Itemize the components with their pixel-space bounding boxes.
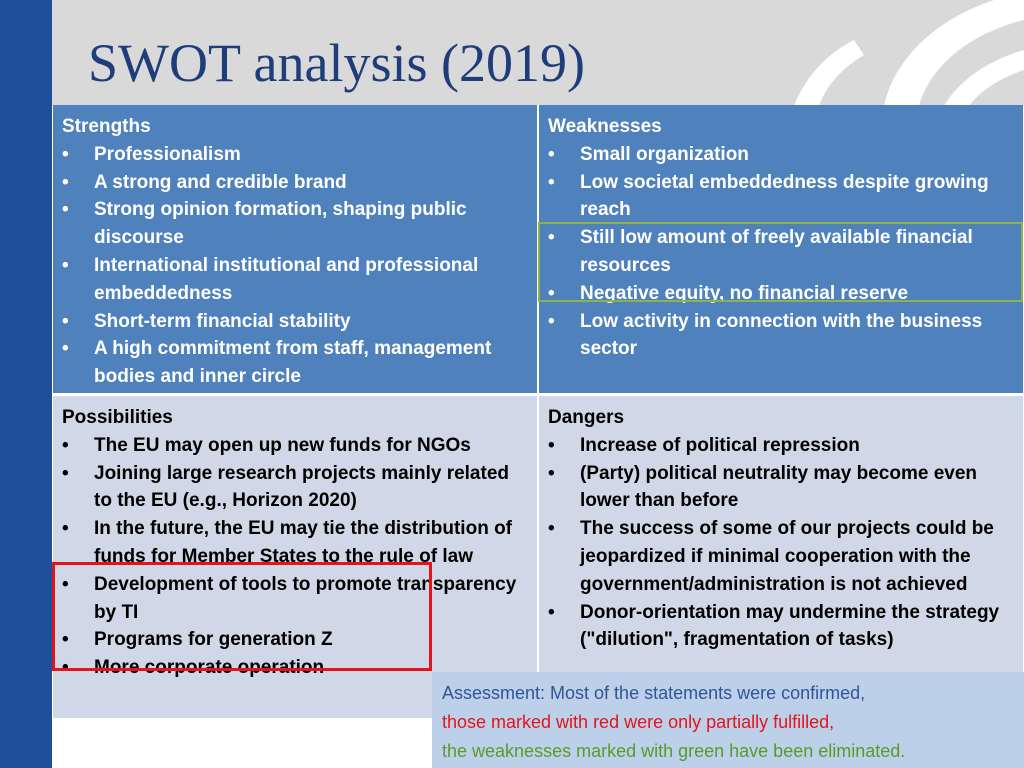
list-item: • Programs for generation Z — [62, 626, 528, 654]
horizontal-divider — [53, 393, 1023, 396]
assessment-line-partial: those marked with red were only partially fulfilled, — [442, 712, 835, 732]
list-item: • The EU may open up new funds for NGOs — [62, 432, 528, 460]
strengths-list — [62, 141, 528, 391]
assessment-line-eliminated: the weaknesses marked with green have been eliminated. — [442, 741, 906, 761]
list-item: • A strong and credible brand — [62, 169, 528, 197]
green-highlight-box — [538, 222, 1023, 302]
weaknesses-heading: Weaknesses — [548, 116, 662, 137]
list-item: • Increase of political repression — [548, 432, 1014, 460]
list-item: • Professionalism — [62, 141, 528, 169]
list-item: • Strong opinion formation, shaping public discourse — [62, 196, 528, 252]
strengths-heading: Strengths — [62, 116, 151, 137]
logo-swoosh-icon — [764, 0, 1024, 106]
list-item: • Joining large research projects mainly related to the EU (e.g., Horizon 2020) — [62, 460, 528, 516]
possibilities-heading: Possibilities — [62, 407, 173, 428]
red-highlight-box — [52, 562, 432, 671]
assessment-line-confirmed: Assessment: Most of the statements were confirmed, — [442, 683, 866, 703]
list-item: • Negative equity, no financial reserve — [548, 280, 1014, 308]
assessment-box — [432, 672, 1024, 768]
left-accent-bar — [0, 0, 52, 768]
list-item: • The success of some of our projects could be jeopardized if minimal cooperation with the government/administration is not achieved — [548, 515, 1014, 598]
list-item: • Short-term financial stability — [62, 308, 528, 336]
list-item: • Development of tools to promote transparency by TI — [62, 571, 528, 627]
list-item: • Donor-orientation may undermine the strategy ("dilution", fragmentation of tasks) — [548, 599, 1014, 655]
list-item: • In the future, the EU may tie the distribution of funds for Member States to the rule of law — [62, 515, 528, 571]
list-item: • Low societal embeddedness despite growing reach — [548, 169, 1014, 225]
dangers-list — [548, 432, 1014, 654]
list-item: • (Party) political neutrality may become even lower than before — [548, 460, 1014, 516]
list-item: • Low activity in connection with the business sector — [548, 308, 1014, 364]
dangers-cell — [539, 396, 1023, 718]
list-item: • A high commitment from staff, management bodies and inner circle — [62, 335, 528, 391]
list-item: • International institutional and professional embeddedness — [62, 252, 528, 308]
dangers-heading: Dangers — [548, 407, 625, 428]
strengths-cell — [53, 105, 537, 393]
slide-title: SWOT analysis (2019) — [88, 33, 585, 93]
list-item: • More corporate operation — [62, 654, 528, 682]
list-item: • Still low amount of freely available financial resources — [548, 224, 1014, 280]
list-item: • Small organization — [548, 141, 1014, 169]
vertical-divider — [537, 105, 539, 718]
